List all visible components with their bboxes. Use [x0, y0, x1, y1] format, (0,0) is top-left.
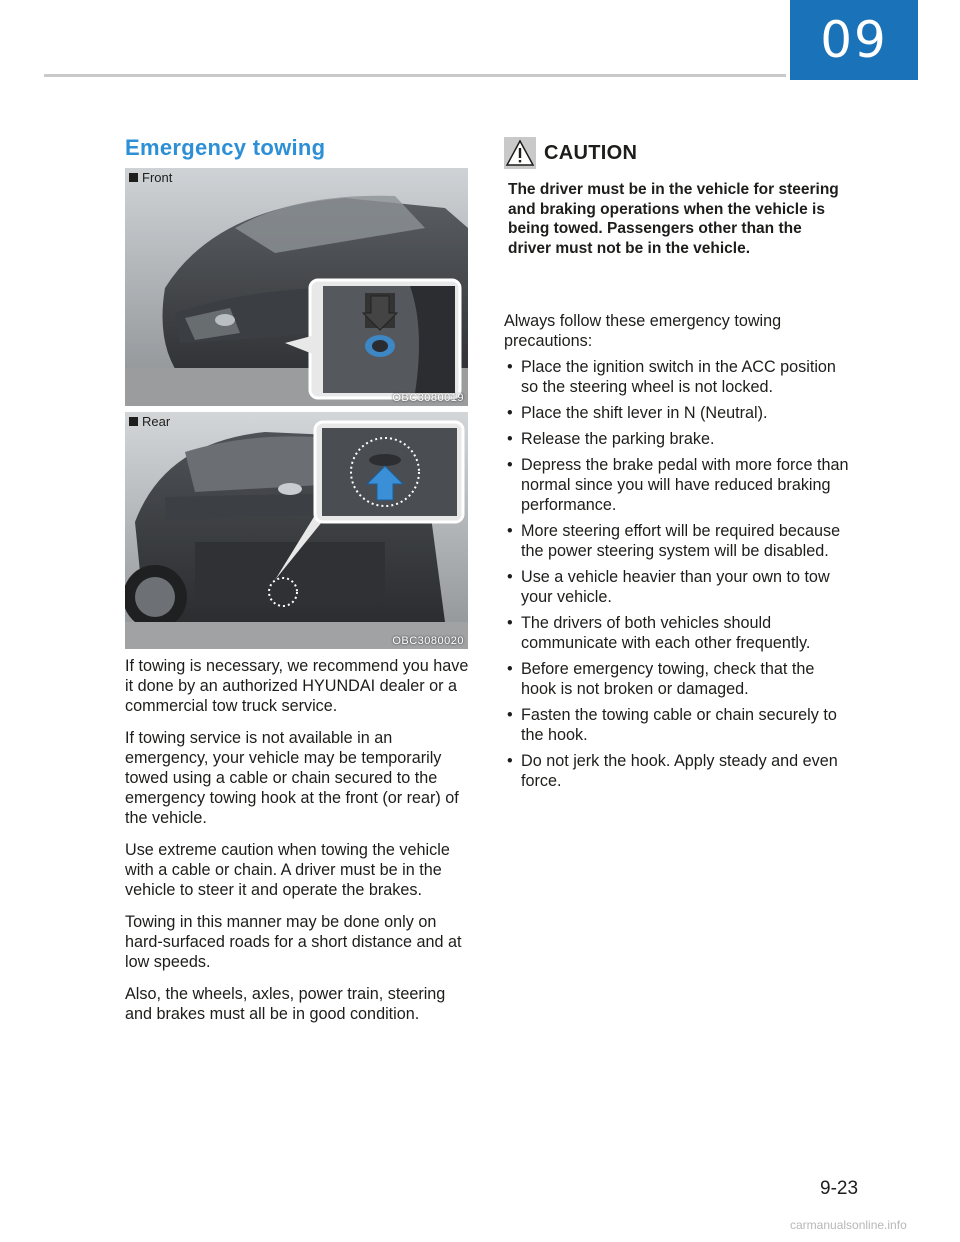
- figure-code-rear: OBC3080020: [392, 635, 464, 647]
- list-item: • Do not jerk the hook. Apply steady and even force.: [504, 751, 849, 791]
- chapter-tab: 09: [790, 0, 918, 80]
- caution-title: CAUTION: [544, 141, 638, 164]
- warning-triangle-icon: [504, 137, 536, 169]
- list-item: • Fasten the towing cable or chain securely to the hook.: [504, 705, 849, 745]
- paragraph: Towing in this manner may be done only on hard-surfaced roads for a short distance and at low speeds.: [125, 913, 462, 971]
- figure-label-rear: [129, 414, 170, 429]
- list-item: • Place the shift lever in N (Neutral).: [504, 403, 849, 423]
- figure-label-text: Rear: [142, 414, 171, 429]
- list-item: • Use a vehicle heavier than your own to tow your vehicle.: [504, 567, 849, 607]
- list-item: • The drivers of both vehicles should communicate with each other frequently.: [504, 613, 849, 653]
- figure-label-text: Front: [142, 170, 173, 185]
- front-towing-hook-figure: [125, 168, 468, 406]
- list-item: • Release the parking brake.: [504, 429, 849, 449]
- paragraph: Also, the wheels, axles, power train, steering and brakes must all be in good condition.: [125, 985, 446, 1023]
- caution-text: The driver must be in the vehicle for steering and braking operations when the vehicle is being towed. Passengers other than the driver must not be in the vehicle.: [508, 181, 839, 257]
- page-number: 9-23: [820, 1178, 859, 1199]
- square-bullet-icon: [129, 417, 138, 426]
- square-bullet-icon: [129, 173, 138, 182]
- paragraph: Use extreme caution when towing the vehicle with a cable or chain. A driver must be in the vehicle to steer it and operate the brakes.: [125, 841, 450, 899]
- rear-towing-hook-figure: [125, 412, 468, 649]
- precautions-section: [504, 311, 849, 797]
- watermark: carmanualsonline.info: [790, 1218, 907, 1232]
- rear-car-illustration: [125, 412, 468, 649]
- caution-heading: [504, 137, 637, 169]
- figure-label-front: [129, 170, 172, 185]
- list-item: • More steering effort will be required because the power steering system will be disabled.: [504, 521, 849, 561]
- list-item: • Place the ignition switch in the ACC position so the steering wheel is not locked.: [504, 357, 849, 397]
- figure-code-front: OBC3080019: [392, 392, 464, 404]
- paragraph: If towing service is not available in an emergency, your vehicle may be temporarily towed using a cable or chain secured to the emergency towing hook at the front (or rear) of the vehicle.: [125, 729, 459, 827]
- precautions-list: [504, 357, 849, 791]
- precautions-intro: Always follow these emergency towing precautions:: [504, 312, 782, 350]
- front-car-illustration: [125, 168, 468, 406]
- left-body-text: [125, 656, 470, 1036]
- section-title: Emergency towing: [125, 135, 326, 160]
- list-item: • Before emergency towing, check that the hook is not broken or damaged.: [504, 659, 849, 699]
- header-rule: [44, 74, 786, 77]
- paragraph: If towing is necessary, we recommend you have it done by an authorized HYUNDAI dealer or a commercial tow truck service.: [125, 657, 469, 715]
- list-item: • Depress the brake pedal with more force than normal since you will have reduced braking performance.: [504, 455, 849, 515]
